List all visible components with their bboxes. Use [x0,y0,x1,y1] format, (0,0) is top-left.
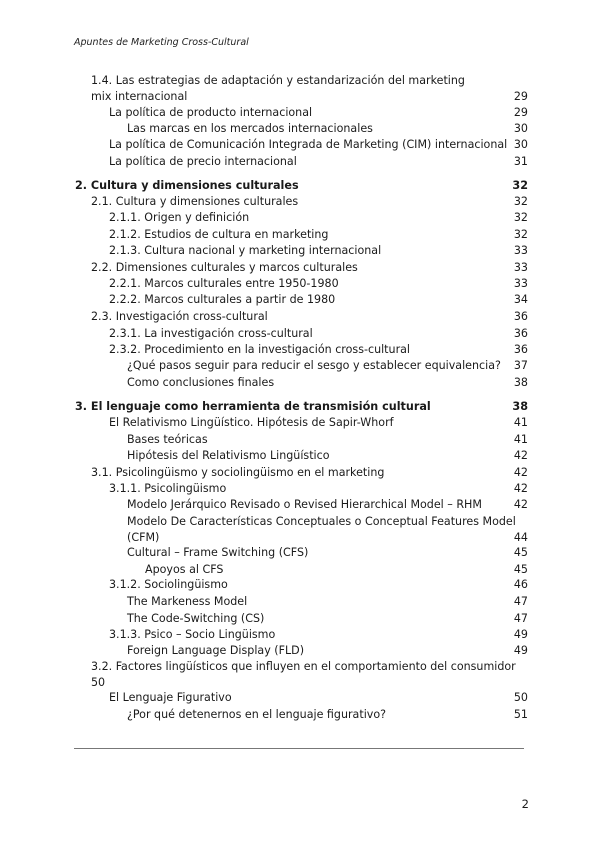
toc-entry-page: 41 [513,416,528,429]
toc-entry[interactable] [109,105,528,121]
toc-entry-title: Modelo De Características Conceptuales o Conceptual Features Model (CFM) [127,515,516,544]
toc-entry-page: 38 [512,400,528,413]
toc-entry-page: 32 [513,228,528,241]
toc-entry[interactable] [109,210,528,226]
toc-entry-page: 42 [513,482,528,495]
toc-entry-title: The Markeness Model [127,595,248,608]
toc-entry[interactable] [91,659,528,689]
toc-entry-page: 42 [513,466,528,479]
toc-entry-title: 3.1. Psicolingüismo y sociolingüismo en el marketing [91,466,385,479]
toc-entry[interactable] [91,73,528,105]
toc-entry-page: 36 [513,310,528,323]
toc-entry-title: 2.1.2. Estudios de cultura en marketing [109,228,329,241]
toc-chapter-entry[interactable] [75,178,528,194]
toc-entry-page: 37 [513,359,528,372]
toc-entry[interactable] [91,465,528,481]
toc-entry-title: La política de Comunicación Integrada de Marketing (CIM) internacional [109,138,508,151]
toc-entry-page: 34 [513,293,528,306]
toc-entry-page: 33 [513,244,528,257]
toc-entry-title: Hipótesis del Relativismo Lingüístico [127,449,330,462]
toc-entry-page: 50 [513,691,528,704]
toc-entry-page: 33 [513,277,528,290]
toc-entry-page: 36 [513,343,528,356]
toc-entry-page: 29 [513,90,528,103]
toc-entry-title: 3.1.1. Psicolingüismo [109,482,227,495]
toc-entry-title: Foreign Language Display (FLD) [127,644,305,657]
toc-entry-title: 2.2. Dimensiones culturales y marcos culturales [91,261,358,274]
toc-entry-page: 49 [513,644,528,657]
toc-entry[interactable] [127,121,528,137]
toc-entry[interactable] [127,448,528,464]
toc-entry[interactable] [127,707,528,723]
toc-entry[interactable] [109,415,528,431]
toc-entry[interactable] [109,627,528,643]
toc-entry-page: 42 [513,498,528,511]
toc-entry-page: 50 [91,676,106,689]
toc-entry-title: Las marcas en los mercados internacionales [127,122,373,135]
toc-entry-title: 2.3.1. La investigación cross-cultural [109,327,313,340]
toc-entry-page: 31 [513,155,528,168]
toc-entry-page: 47 [513,612,528,625]
toc-entry-title: 2.3. Investigación cross-cultural [91,310,268,323]
toc-entry[interactable] [127,432,528,448]
toc-entry-page: 30 [513,138,528,151]
toc-entry-title: La política de precio internacional [109,155,297,168]
toc-entry-title: ¿Qué pasos seguir para reducir el sesgo y establecer equivalencia? [127,359,501,372]
toc-entry-page: 46 [513,578,528,591]
toc-entry-title: El Lenguaje Figurativo [109,691,232,704]
toc-entry[interactable] [127,375,528,391]
toc-entry-title: 3. El lenguaje como herramienta de transmisión cultural [75,400,431,413]
toc-entry-title: 2.1. Cultura y dimensiones culturales [91,195,299,208]
toc-entry-title: 3.1.3. Psico – Socio Lingüismo [109,628,276,641]
toc-entry-title: 3.1.2. Sociolingüismo [109,578,228,591]
toc-entry-page: 47 [513,595,528,608]
toc-entry-page: 44 [513,531,528,544]
toc-entry[interactable] [109,690,528,706]
toc-entry-page: 33 [513,261,528,274]
toc-entry[interactable] [127,358,528,374]
toc-entry[interactable] [91,260,528,276]
toc-entry-page: 32 [512,179,528,192]
toc-entry-title: 2.3.2. Procedimiento en la investigación cross-cultural [109,343,411,356]
footer-divider [74,748,524,749]
toc-chapter-entry[interactable] [75,399,528,415]
toc-entry-page: 45 [513,563,528,576]
toc-entry[interactable] [109,243,528,259]
toc-entry-title: La política de producto internacional [109,106,313,119]
toc-entry-title: 2.1.3. Cultura nacional y marketing internacional [109,244,382,257]
toc-entry[interactable] [127,514,528,546]
toc-entry[interactable] [109,577,528,593]
toc-entry-title: Apoyos al CFS [145,563,224,576]
toc-entry[interactable] [91,309,528,325]
toc-entry[interactable] [145,562,528,578]
toc-entry[interactable] [109,154,528,170]
toc-entry-page: 45 [513,546,528,559]
toc-entry-title: 2.1.1. Origen y definición [109,211,250,224]
toc-entry-page: 32 [513,211,528,224]
toc-entry-page: 38 [513,376,528,389]
toc-entry-title: ¿Por qué detenernos en el lenguaje figurativo? [127,708,387,721]
toc-entry[interactable] [109,342,528,358]
toc-entry-page: 32 [513,195,528,208]
toc-entry[interactable] [127,497,528,513]
page-number: 2 [521,797,529,811]
toc-entry-page: 42 [513,449,528,462]
toc-entry-title: El Relativismo Lingüístico. Hipótesis de Sapir-Whorf [109,416,394,429]
toc-entry-title: 2. Cultura y dimensiones culturales [75,179,299,192]
toc-entry-page: 41 [513,433,528,446]
toc-entry-title: Cultural – Frame Switching (CFS) [127,546,309,559]
toc-entry[interactable] [109,276,528,292]
toc-entry[interactable] [109,292,528,308]
toc-entry[interactable] [127,643,528,659]
toc-entry[interactable] [127,545,528,561]
toc-entry-title: 1.4. Las estrategias de adaptación y estandarización del marketing mix internacional [91,74,465,103]
toc-entry[interactable] [109,227,528,243]
toc-entry[interactable] [91,194,528,210]
toc-entry-page: 30 [513,122,528,135]
toc-entry-title: 3.2. Factores lingüísticos que influyen en el comportamiento del consumidor [91,660,516,673]
toc-entry[interactable] [109,326,528,342]
running-header: Apuntes de Marketing Cross-Cultural [74,37,249,48]
toc-entry-page: 29 [513,106,528,119]
toc-entry-page: 36 [513,327,528,340]
toc-entry[interactable] [127,611,528,627]
toc-entry-title: 2.2.2. Marcos culturales a partir de 1980 [109,293,336,306]
toc-entry-title: The Code-Switching (CS) [127,612,265,625]
toc-entry-title: Como conclusiones finales [127,376,275,389]
toc-entry-page: 51 [513,708,528,721]
toc-entry-title: Modelo Jerárquico Revisado o Revised Hierarchical Model – RHM [127,498,482,511]
toc-entry-title: 2.2.1. Marcos culturales entre 1950-1980 [109,277,339,290]
toc-entry[interactable] [127,594,528,610]
toc-entry-title: Bases teóricas [127,433,208,446]
toc-entry[interactable] [109,481,528,497]
toc-entry-page: 49 [513,628,528,641]
toc-entry[interactable] [109,137,528,153]
